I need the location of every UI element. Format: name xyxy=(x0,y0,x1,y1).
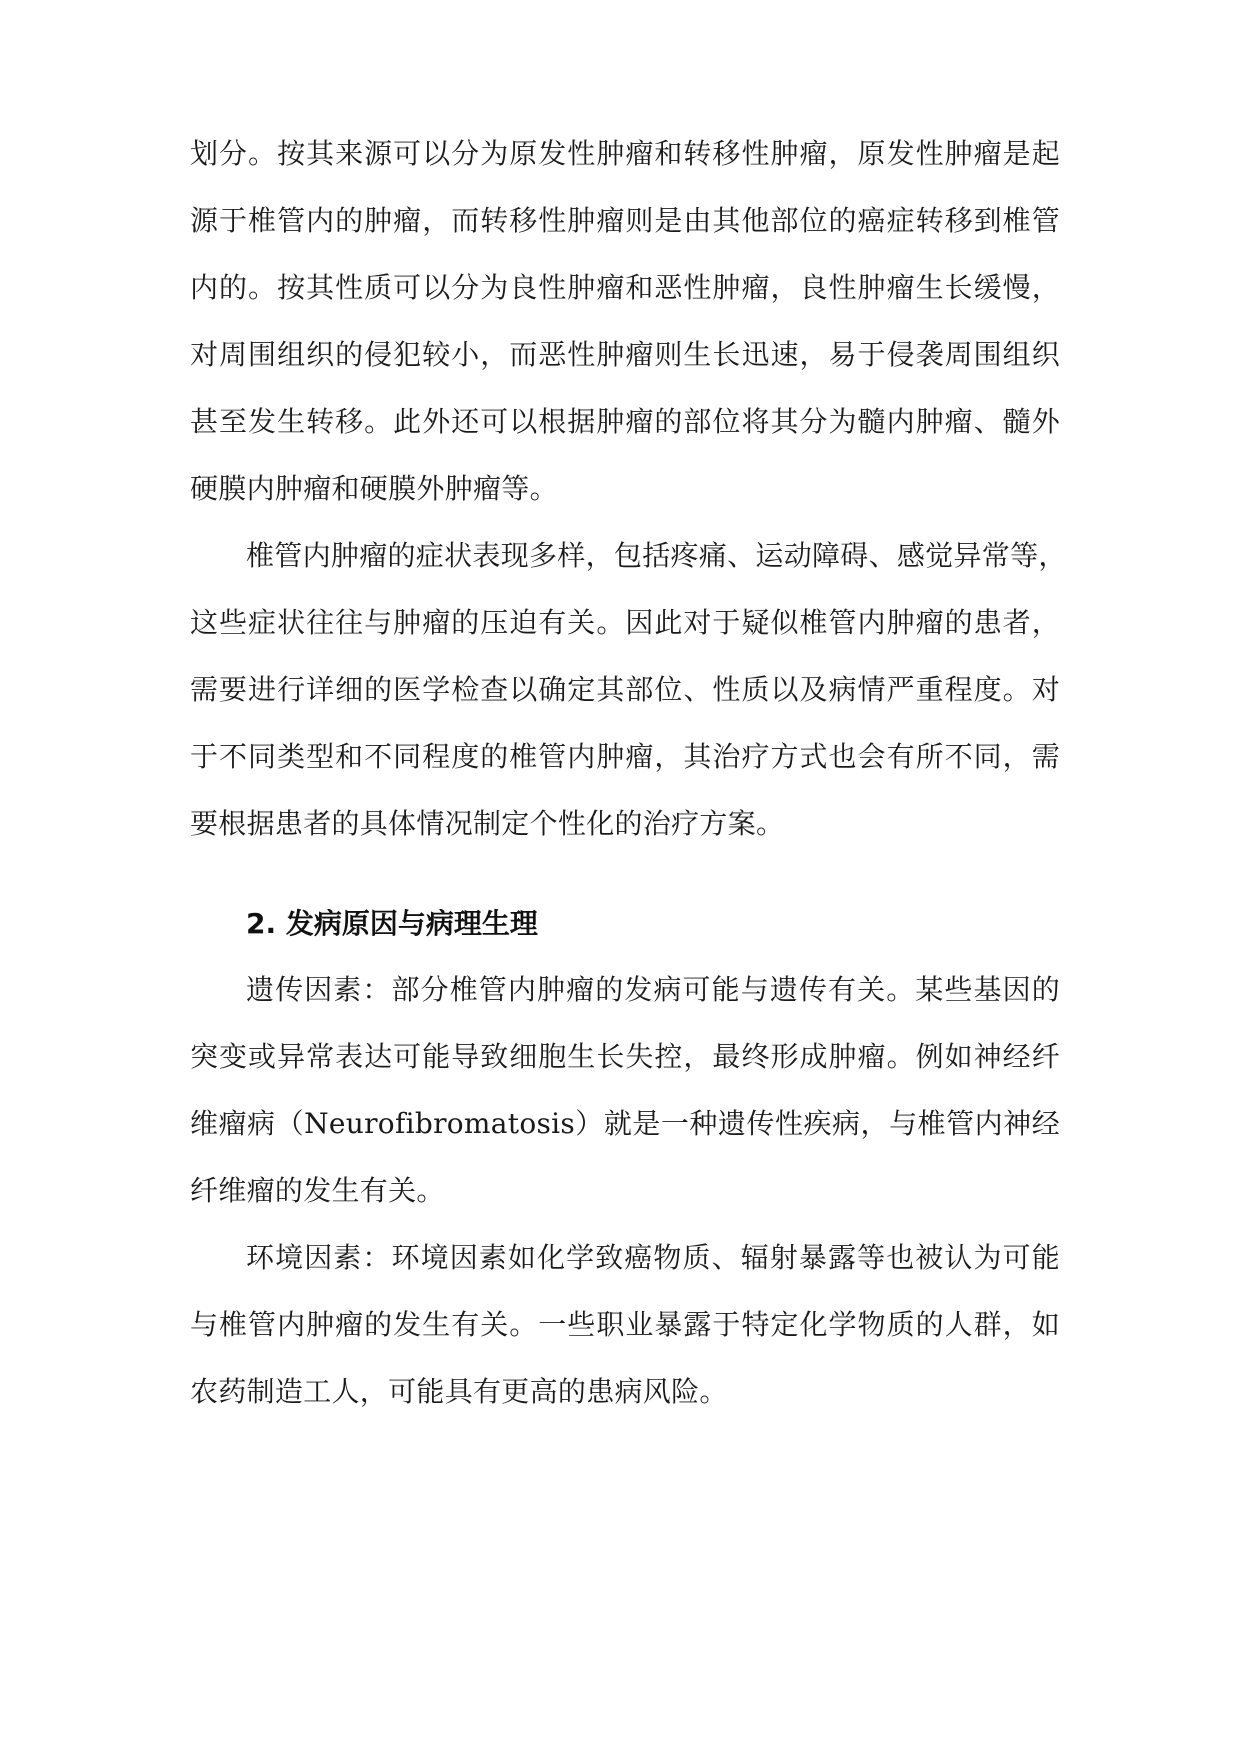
paragraph-3-line-2: 突变或异常表达可能导致细胞生长失控，最终形成肿瘤。例如神经纤 xyxy=(190,1040,1060,1073)
paragraph-1-line-5: 甚至发生转移。此外还可以根据肿瘤的部位将其分为髓内肿瘤、髓外 xyxy=(190,405,1060,438)
paragraph-3-line-3: 维瘤病（Neurofibromatosis）就是一种遗传性疾病，与椎管内神经 xyxy=(190,1107,1060,1140)
paragraph-2-line-4: 于不同类型和不同程度的椎管内肿瘤，其治疗方式也会有所不同，需 xyxy=(190,740,1060,773)
paragraph-4-line-1: 环境因素：环境因素如化学致癌物质、辐射暴露等也被认为可能 xyxy=(246,1241,1060,1274)
paragraph-4-line-2: 与椎管内肿瘤的发生有关。一些职业暴露于特定化学物质的人群，如 xyxy=(190,1308,1060,1341)
paragraph-1-line-4: 对周围组织的侵犯较小，而恶性肿瘤则生长迅速，易于侵袭周围组织 xyxy=(190,338,1060,371)
paragraph-2-line-3: 需要进行详细的医学检查以确定其部位、性质以及病情严重程度。对 xyxy=(190,673,1060,706)
paragraph-1-line-1: 划分。按其来源可以分为原发性肿瘤和转移性肿瘤，原发性肿瘤是起 xyxy=(190,137,1060,170)
paragraph-2-line-2: 这些症状往往与肿瘤的压迫有关。因此对于疑似椎管内肿瘤的患者， xyxy=(190,606,1060,639)
paragraph-1-line-3: 内的。按其性质可以分为良性肿瘤和恶性肿瘤，良性肿瘤生长缓慢， xyxy=(190,271,1060,304)
paragraph-1-line-6: 硬膜内肿瘤和硬膜外肿瘤等。 xyxy=(190,472,558,505)
paragraph-4-line-3: 农药制造工人，可能具有更高的患病风险。 xyxy=(190,1375,728,1408)
paragraph-3-line-1: 遗传因素：部分椎管内肿瘤的发病可能与遗传有关。某些基因的 xyxy=(246,973,1060,1006)
paragraph-2-line-1: 椎管内肿瘤的症状表现多样，包括疼痛、运动障碍、感觉异常等， xyxy=(246,539,1067,572)
section-heading: 2. 发病原因与病理生理 xyxy=(246,907,538,940)
paragraph-1-line-2: 源于椎管内的肿瘤，而转移性肿瘤则是由其他部位的癌症转移到椎管 xyxy=(190,204,1060,237)
paragraph-3-line-4: 纤维瘤的发生有关。 xyxy=(190,1174,445,1207)
paragraph-2-line-5: 要根据患者的具体情况制定个性化的治疗方案。 xyxy=(190,807,785,840)
